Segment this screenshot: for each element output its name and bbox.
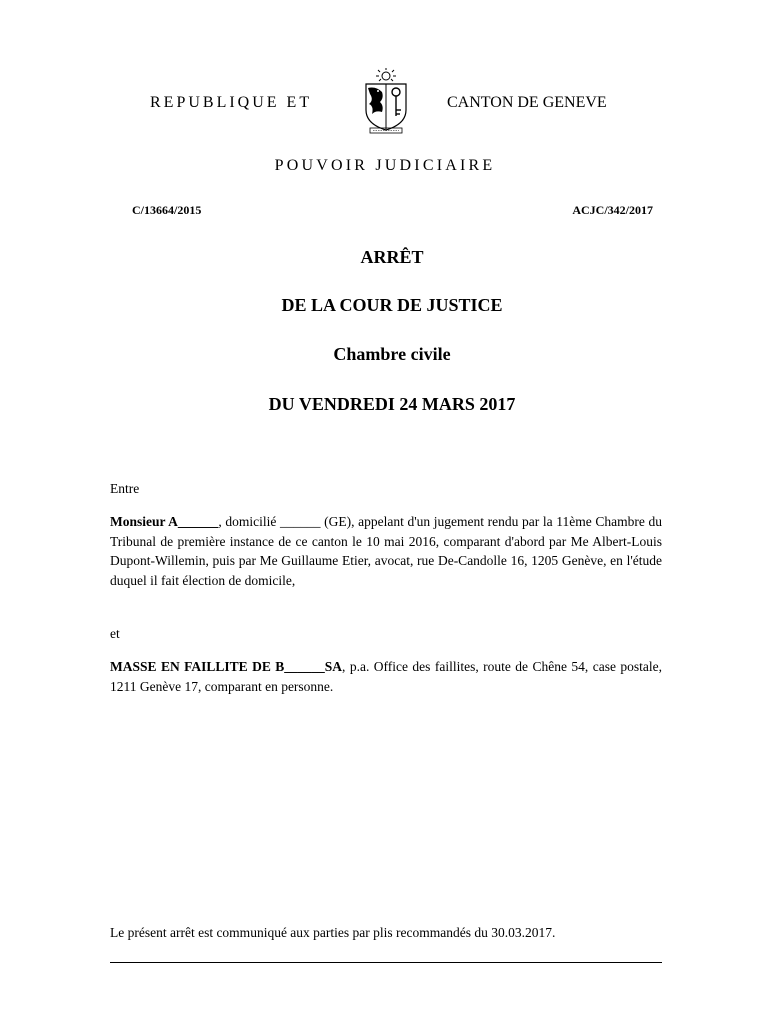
geneva-coat-of-arms-icon — [360, 66, 412, 136]
title-date: DU VENDREDI 24 MARS 2017 — [268, 394, 516, 414]
footer-divider — [110, 962, 662, 963]
party-appellant — [110, 512, 662, 590]
header-republique: REPUBLIQUE ET — [150, 94, 313, 111]
title-cour: DE LA COUR DE JUSTICE — [281, 295, 503, 315]
title-chambre: Chambre civile — [333, 344, 451, 364]
header-pouvoir-judiciaire: POUVOIR JUDICIAIRE — [274, 157, 496, 174]
title-arret: ARRÊT — [360, 247, 424, 267]
case-number: C/13664/2015 — [132, 203, 202, 217]
party-respondent — [110, 657, 662, 696]
header-canton: CANTON DE GENEVE — [447, 94, 607, 111]
party-appellant-name: Monsieur A______ — [110, 514, 219, 529]
communication-note: Le présent arrêt est communiqué aux parties par plis recommandés du 30.03.2017. — [110, 925, 556, 940]
party-respondent-name: MASSE EN FAILLITE DE B______SA — [110, 659, 343, 674]
party-appellant-text: , domicilié ______ (GE), appelant d'un jugement rendu par la 11ème Chambre du Tribunal de première instance de ce canton le 10 mai 2016, comparant d'abord par Me Albert-Louis Dupont-Willemin, puis par Me Guillaume Etier, avocat, rue De-Candolle 16, 1205 Genève, en l'étude duquel il fait élection de domicile, — [110, 514, 662, 588]
party-respondent-text: , p.a. Office des faillites, route de Chêne 54, case postale, 1211 Genève 17, comparant en personne. — [110, 659, 662, 694]
label-et: et — [110, 626, 120, 641]
decision-number: ACJC/342/2017 — [572, 203, 653, 217]
label-entre: Entre — [110, 481, 140, 496]
